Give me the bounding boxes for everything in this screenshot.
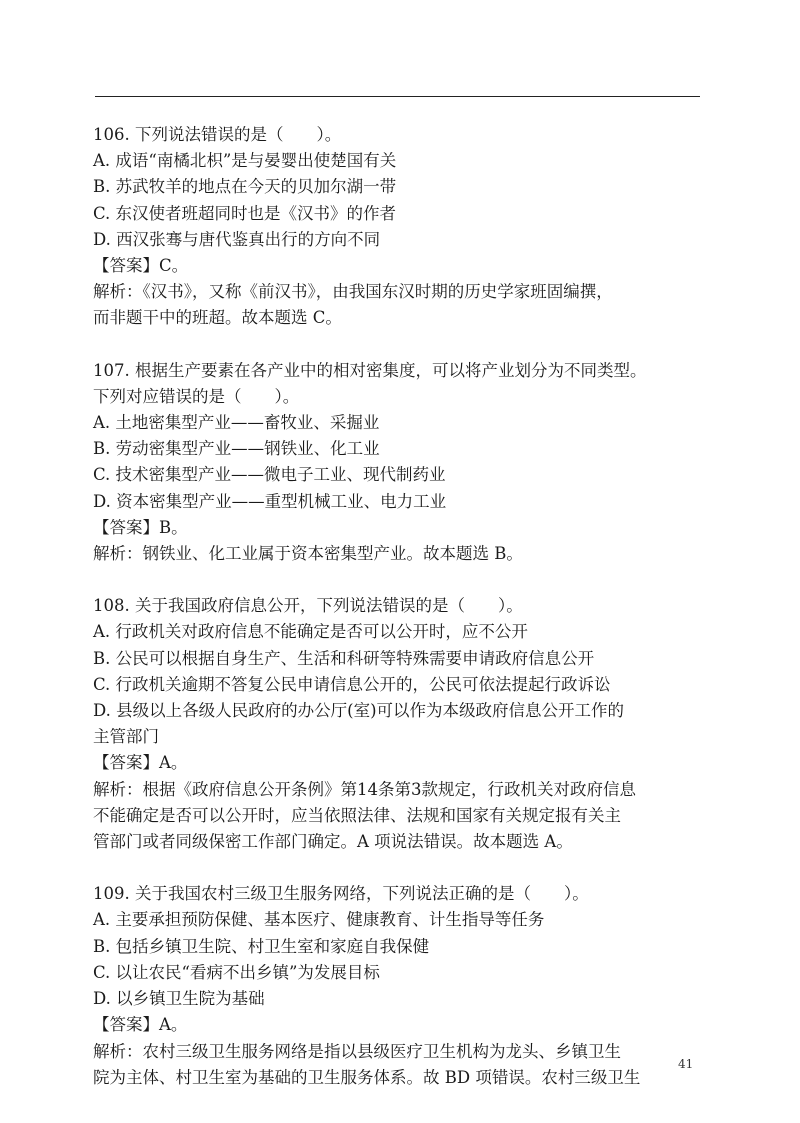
option-d: D. 以乡镇卫生院为基础 [93,989,265,1009]
question-106 [93,122,705,332]
option-d: 主管部门 [93,727,159,747]
option-b: B. 公民可以根据自身生产、生活和科研等特殊需要申请政府信息公开 [93,648,595,668]
option-a: A. 主要承担预防保健、基本医疗、健康教育、计生指导等任务 [93,910,545,930]
option-b: B. 包括乡镇卫生院、村卫生室和家庭自我保健 [93,936,430,956]
analysis: 解析：农村三级卫生服务网络是指以县级医疗卫生机构为龙头、乡镇卫生 [93,1041,621,1061]
question-stem: 107. 根据生产要素在各产业中的相对密集度，可以将产业划分为不同类型。 [93,360,647,380]
option-d: D. 县级以上各级人民政府的办公厅(室)可以作为本级政府信息公开工作的 [93,701,625,721]
question-stem: 109. 关于我国农村三级卫生服务网络，下列说法正确的是（ ）。 [93,884,589,904]
page-content [93,122,705,1091]
question-stem: 106. 下列说法错误的是（ ）。 [93,125,342,144]
analysis: 不能确定是否可以公开时，应当依照法律、法规和国家有关规定报有关主 [93,805,621,825]
analysis: 解析：《汉书》，又称《前汉书》，由我国东汉时期的历史学家班固编撰， [93,282,613,302]
answer: 【答案】B。 [93,517,188,537]
answer: 【答案】A。 [93,1015,188,1035]
option-a: A. 行政机关对政府信息不能确定是否可以公开时，应不公开 [93,622,528,642]
option-b: B. 苏武牧羊的地点在今天的贝加尔湖一带 [93,177,397,197]
analysis: 解析：钢铁业、化工业属于资本密集型产业。故本题选 B。 [93,544,523,564]
option-a: A. 土地密集型产业——畜牧业、采掘业 [93,413,380,433]
answer: 【答案】A。 [93,753,188,773]
question-stem: 下列对应错误的是（ ）。 [93,386,300,406]
question-stem: 108. 关于我国政府信息公开，下列说法错误的是（ ）。 [93,596,523,616]
analysis: 解析：根据《政府信息公开条例》第14条第3款规定，行政机关对政府信息 [93,779,636,799]
analysis: 而非题干中的班超。故本题选 C。 [93,308,342,328]
option-d: D. 资本密集型产业——重型机械工业、电力工业 [93,491,447,511]
answer: 【答案】C。 [93,256,189,276]
question-107 [93,358,705,568]
option-d: D. 西汉张骞与唐代鉴真出行的方向不同 [93,229,381,249]
header-rule [95,96,700,97]
analysis: 管部门或者同级保密工作部门确定。A 项说法错误。故本题选 A。 [93,832,573,852]
option-a: A. 成语“南橘北枳”是与晏婴出使楚国有关 [93,151,397,171]
option-c: C. 技术密集型产业——微电子工业、现代制药业 [93,465,446,485]
option-c: C. 行政机关逾期不答复公民申请信息公开的，公民可依法提起行政诉讼 [93,674,611,694]
option-c: C. 东汉使者班超同时也是《汉书》的作者 [93,203,397,223]
question-108 [93,593,705,855]
analysis: 院为主体、村卫生室为基础的卫生服务体系。故 BD 项错误。农村三级卫生 [93,1067,641,1087]
option-c: C. 以让农民“看病不出乡镇”为发展目标 [93,962,380,982]
question-109 [93,881,705,1091]
page-number: 41 [678,1057,694,1071]
option-b: B. 劳动密集型产业——钢铁业、化工业 [93,439,380,459]
